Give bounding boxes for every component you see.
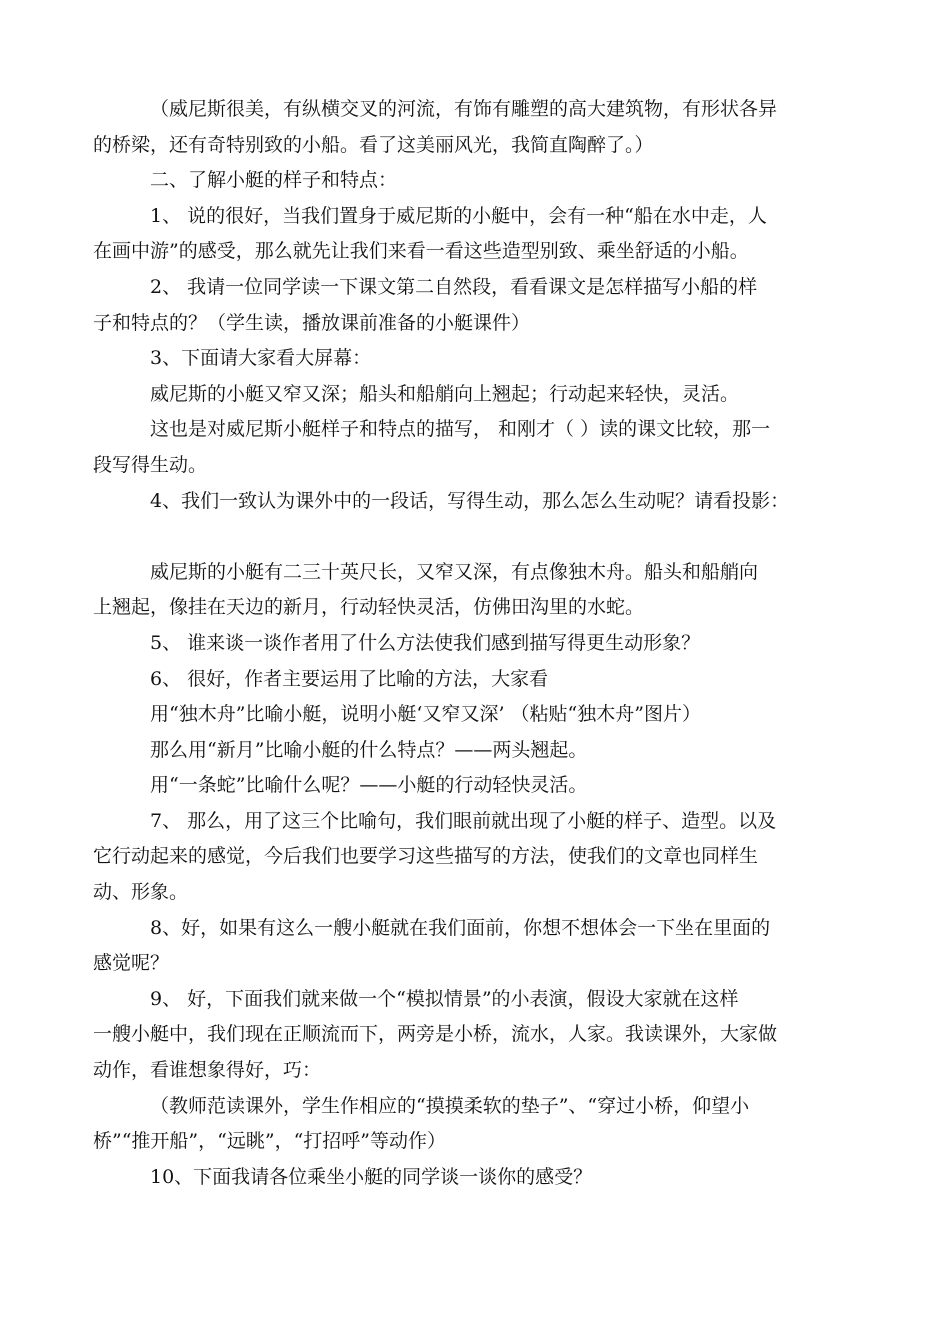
paragraph-line: 那么用“新月”比喻小艇的什么特点？——两头翘起。 bbox=[150, 738, 588, 761]
quoted-passage-line: 威尼斯的小艇有二三十英尺长，又窄又深，有点像独木舟。船头和船艄向 bbox=[150, 560, 759, 583]
quoted-passage-line: 上翘起，像挂在天边的新月，行动轻快灵活，仿佛田沟里的水蛇。 bbox=[93, 596, 645, 619]
paragraph-line: 5、 谁来谈一谈作者用了什么方法使我们感到描写得更生动形象？ bbox=[150, 631, 701, 654]
paragraph-line: 动作，看谁想象得好，巧： bbox=[93, 1059, 322, 1082]
paragraph-line: 动、形象。 bbox=[93, 881, 189, 904]
paragraph-line: （威尼斯很美，有纵横交叉的河流，有饰有雕塑的高大建筑物，有形状各异 bbox=[150, 98, 778, 120]
paragraph-line: 1、 说的很好，当我们置身于威尼斯的小艇中，会有一种“船在水中走，人 bbox=[150, 204, 767, 227]
paragraph-line: 3、下面请大家看大屏幕： bbox=[150, 347, 372, 370]
blank-line bbox=[93, 519, 863, 555]
paragraph-line: 10、下面我请各位乘坐小艇的同学谈一谈你的感受？ bbox=[150, 1165, 593, 1188]
paragraph-line: 段写得生动。 bbox=[93, 453, 208, 476]
paragraph-line: 感觉呢？ bbox=[93, 952, 170, 975]
paragraph-line: 6、 很好，作者主要运用了比喻的方法，大家看 bbox=[150, 667, 549, 690]
paragraph-line: 桥”“推开船”，“远眺”，“打招呼”等动作） bbox=[93, 1130, 446, 1153]
section-heading: 二、了解小艇的样子和特点： bbox=[150, 169, 398, 192]
paragraph-line: 威尼斯的小艇又窄又深；船头和船艄向上翘起；行动起来轻快，灵活。 bbox=[150, 382, 740, 405]
paragraph-line: 一艘小艇中，我们现在正顺流而下，两旁是小桥，流水，人家。我读课外，大家做 bbox=[93, 1023, 778, 1046]
paragraph-line: 9、 好，下面我们就来做一个“模拟情景”的小表演，假设大家就在这样 bbox=[150, 987, 739, 1010]
document-body bbox=[93, 92, 863, 1195]
paragraph-line: 它行动起来的感觉，今后我们也要学习这些描写的方法，使我们的文章也同样生 bbox=[93, 845, 759, 868]
paragraph-line: （教师范读课外，学生作相应的“摸摸柔软的垫子”、“穿过小桥，仰望小 bbox=[150, 1094, 750, 1117]
paragraph-line: 在画中游”的感受，那么就先让我们来看一看这些造型别致、乘坐舒适的小船。 bbox=[93, 240, 749, 263]
paragraph-line: 8、好，如果有这么一艘小艇就在我们面前，你想不想体会一下坐在里面的 bbox=[150, 916, 771, 939]
paragraph-line: 4、我们一致认为课外中的一段话，写得生动，那么怎么生动呢？请看投影： bbox=[150, 489, 790, 512]
paragraph-line: 2、 我请一位同学读一下课文第二自然段，看看课文是怎样描写小船的样 bbox=[150, 275, 758, 298]
paragraph-line: 的桥梁，还有奇特别致的小船。看了这美丽风光，我简直陶醉了。） bbox=[93, 133, 654, 156]
paragraph-line: 用“一条蛇”比喻什么呢？——小艇的行动轻快灵活。 bbox=[150, 774, 588, 797]
paragraph-line: 用“独木舟”比喻小艇，说明小艇‘又窄又深’ （粘贴“独木舟”图片） bbox=[150, 703, 701, 726]
paragraph-line: 子和特点的？（学生读，播放课前准备的小艇课件） bbox=[93, 311, 531, 334]
paragraph-line: 这也是对威尼斯小艇样子和特点的描写， 和刚才（ ）读的课文比较，那一 bbox=[150, 418, 771, 441]
paragraph-line: 7、 那么，用了这三个比喻句，我们眼前就出现了小艇的样子、造型。以及 bbox=[150, 809, 777, 832]
